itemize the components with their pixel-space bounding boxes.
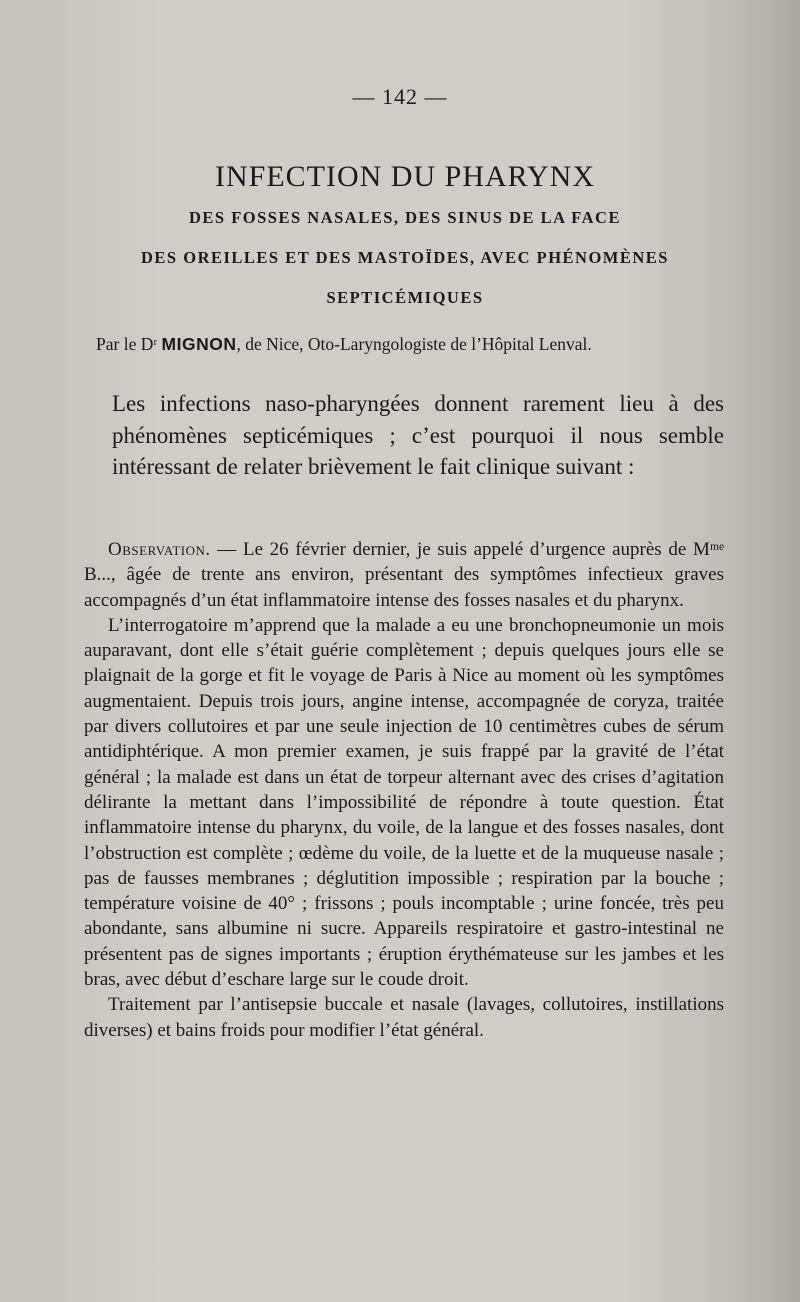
- page-number: — 142 —: [352, 84, 448, 109]
- byline-prefix: Par le Dʳ: [96, 334, 158, 354]
- intro-paragraph: Les infections naso-pharyngées donnent rarement lieu à des phénomènes septicémiques ; c’est pourquoi il nous semble intéressant de relater brièvement le fait clinique suivant :: [112, 391, 724, 479]
- byline-suffix: , de Nice, Oto-Laryngologiste de l’Hôpital Lenval.: [236, 334, 592, 354]
- author-name: MIGNON: [161, 334, 237, 354]
- body-text: [84, 537, 724, 1043]
- observation-text: — Le 26 février dernier, je suis appelé d’urgence auprès de Mᵐᵉ B..., âgée de trente ans environ, présentant des symptômes infectieux graves accompagnés d’un état inflammatoire intense des fosses nasales et du pharynx.: [84, 539, 724, 611]
- subtitle-line-2: DES OREILLES ET DES MASTOÏDES, AVEC PHÉNOMÈNES: [141, 248, 669, 267]
- subtitle-line-3: SEPTICÉMIQUES: [326, 288, 484, 307]
- body-paragraph-1: L’interrogatoire m’apprend que la malade a eu une bronchopneumonie un mois auparavant, dont elle s’était guérie complètement ; depuis quelques jours elle se plaignait de la gorge et fit le voyage de Paris à Nice au moment où les symptômes augmentaient. Depuis trois jours, angine intense, accompagnée de coryza, traitée par divers collutoires et par une seule injection de 10 centimètres cubes de sérum antidiphtérique. A mon premier examen, je suis frappé par la gravité de l’état général ; la malade est dans un état de torpeur alternant avec des crises d’agitation délirante la mettant dans l’impossibilité de répondre à toute question. État inflammatoire intense du pharynx, du voile, de la langue et des fosses nasales, dont l’obstruction est complète ; œdème du voile, de la luette et de la muqueuse nasale ; pas de fausses membranes ; déglutition impossible ; respiration par la bouche ; température voisine de 40° ; frissons ; pouls incomptable ; urine foncée, très peu abondante, sans albumine ni sucre. Appareils respiratoire et gastro-intestinal ne présentent pas de signes importants ; éruption érythémateuse sur les jambes et les bras, avec début d’eschare large sur le coude droit.: [84, 614, 724, 991]
- article-title: INFECTION DU PHARYNX: [214, 160, 595, 193]
- observation-label: Observation.: [108, 539, 211, 560]
- byline: [96, 334, 736, 355]
- observation-paragraph: [84, 537, 724, 613]
- body-paragraph-2: Traitement par l’antisepsie buccale et nasale (lavages, collutoires, instillations diverses) et bains froids pour modifier l’état général.: [84, 994, 724, 1041]
- subtitle-line-1: DES FOSSES NASALES, DES SINUS DE LA FACE: [189, 208, 621, 227]
